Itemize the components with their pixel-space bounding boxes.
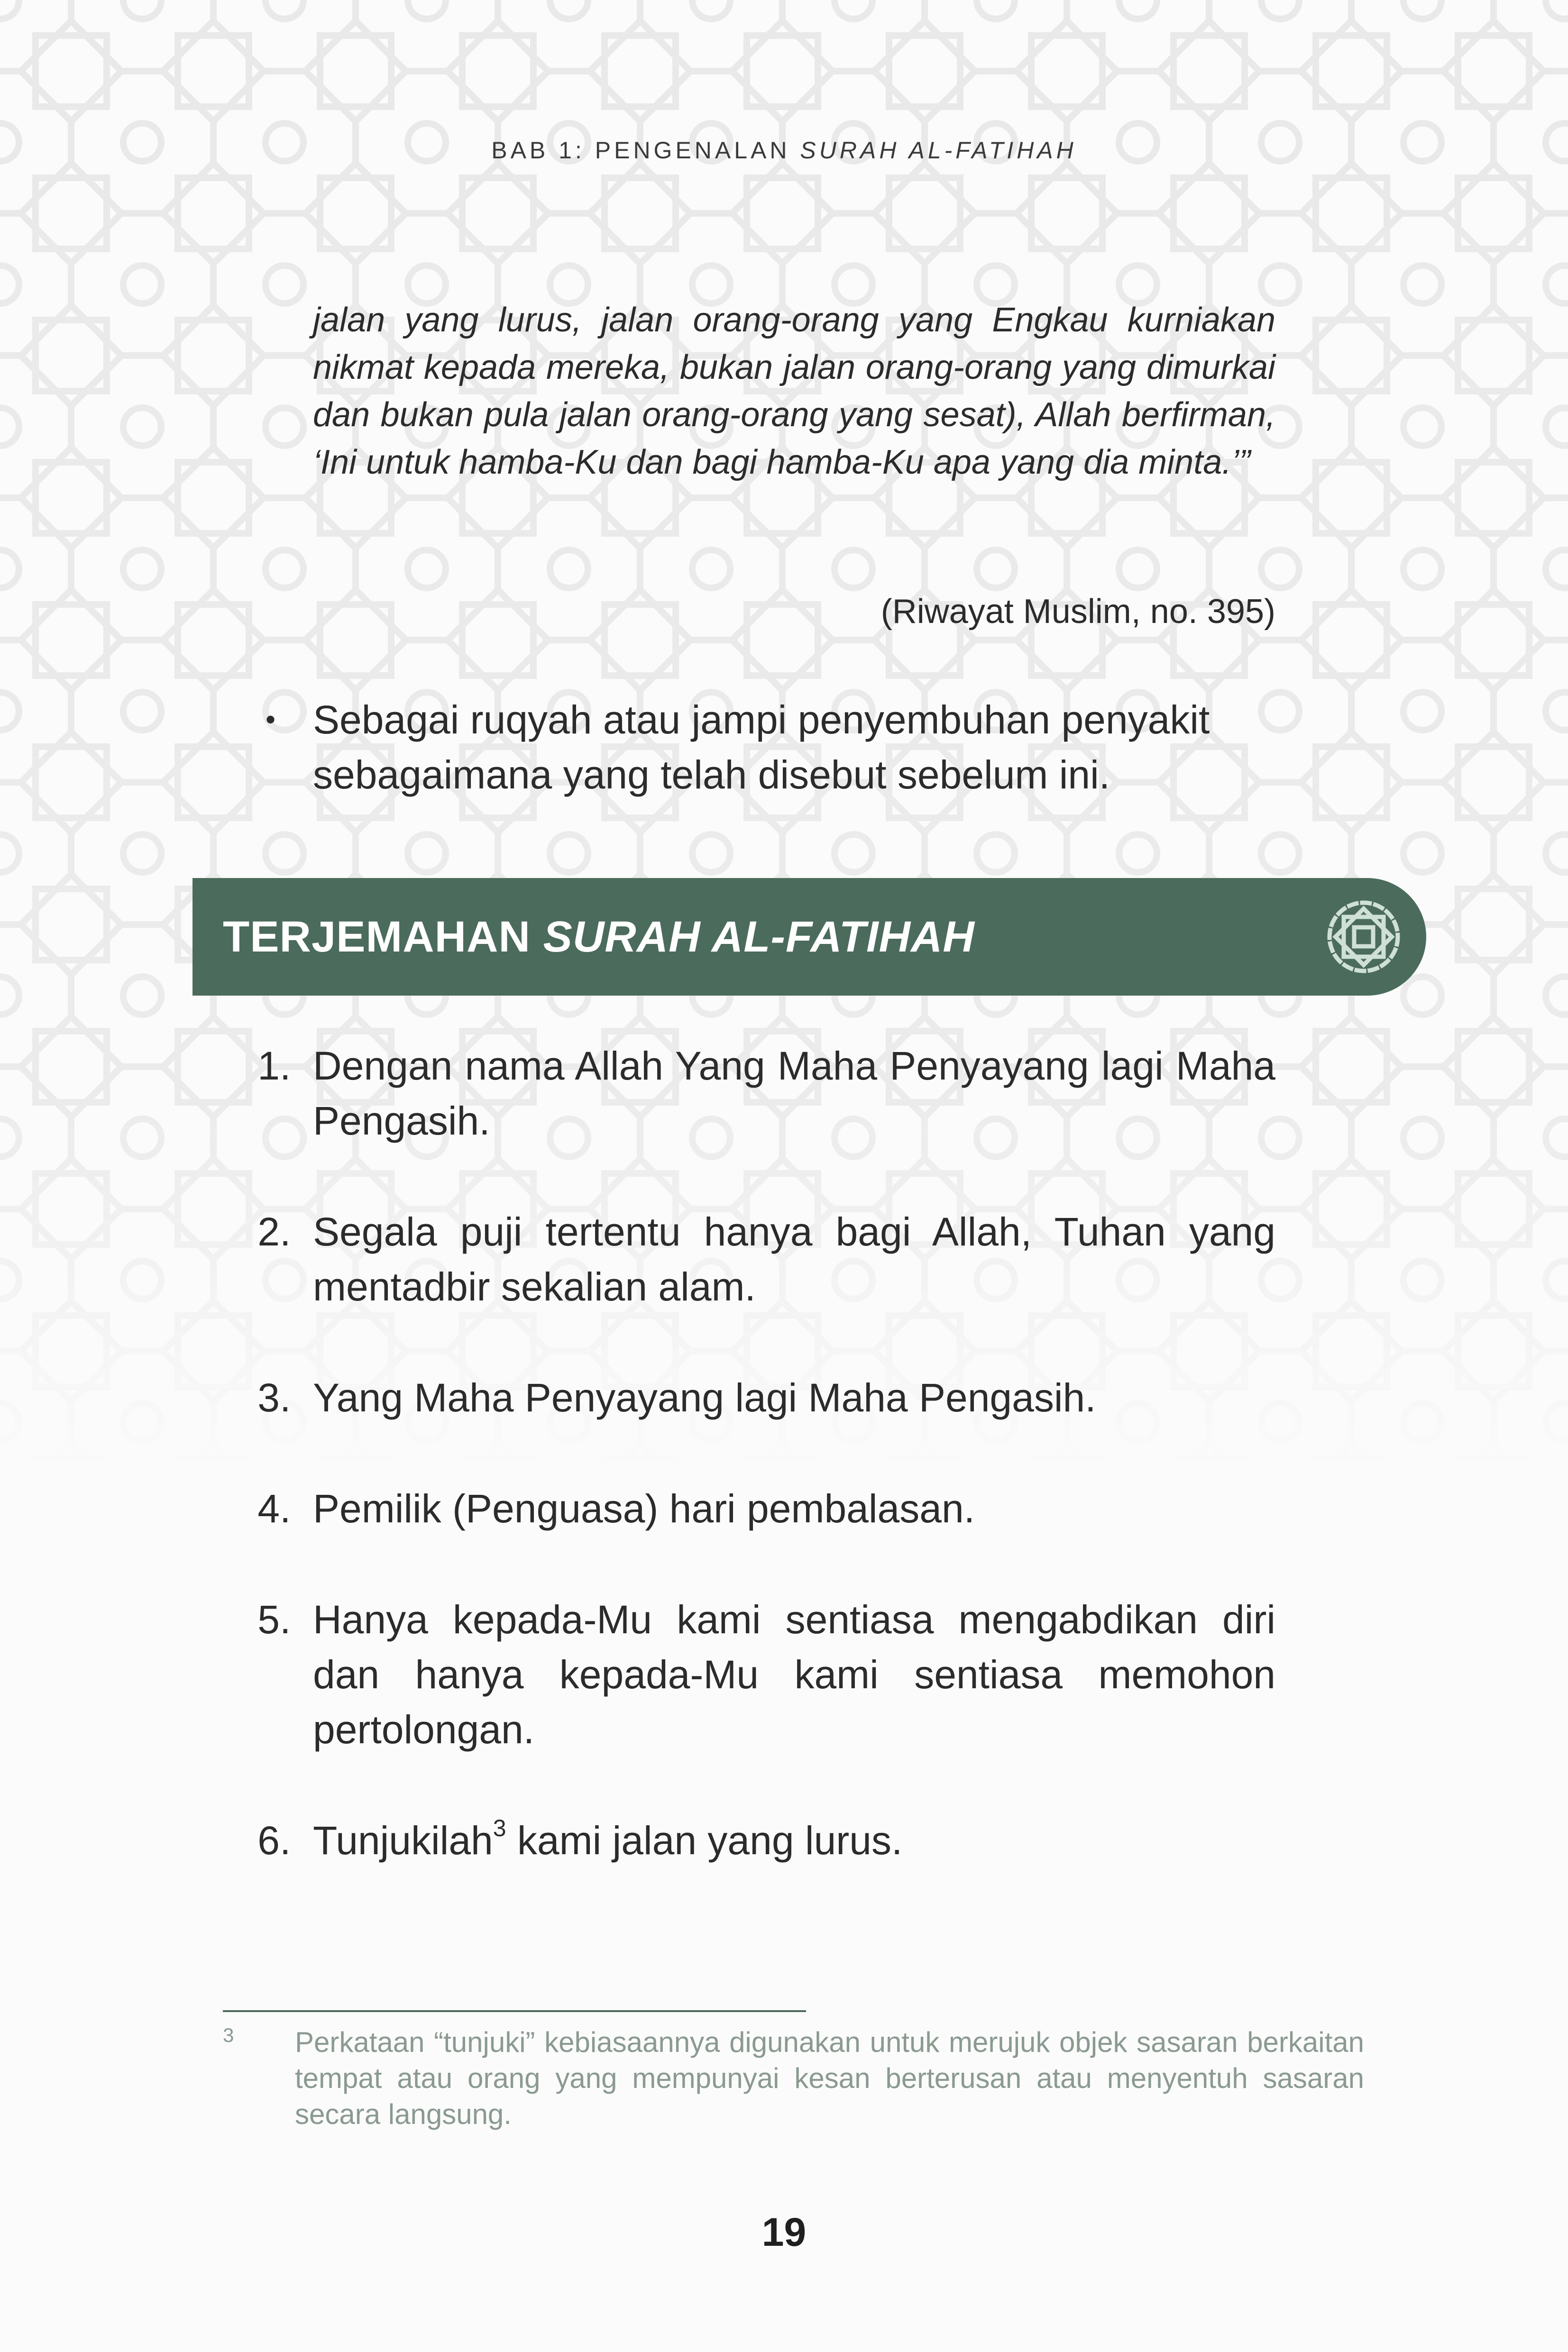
list-item-text: Segala puji tertentu hanya bagi Allah, Tuhan yang mentadbir sekalian alam. — [313, 1209, 1275, 1309]
footnote-text: Perkataan “tunjuki” kebiasaannya digunakan untuk merujuk objek sasaran berkaitan tempat atau orang yang mempunyai kesan berterusan atau menyentuh sasaran secara langsung. — [295, 2026, 1364, 2130]
running-header-prefix: BAB 1: PENGENALAN — [491, 137, 800, 164]
bullet-text: Sebagai ruqyah atau jampi penyembuhan penyakit sebagaimana yang telah disebut sebelum ini. — [313, 697, 1210, 797]
bullet-icon: • — [266, 704, 276, 735]
list-item-number: 1. — [257, 1043, 291, 1088]
translation-list — [237, 1038, 1275, 1924]
list-item-text-after: kami jalan yang lurus. — [506, 1818, 903, 1863]
section-title — [223, 878, 975, 996]
list-item-text — [313, 1813, 1275, 1868]
list-item — [237, 1370, 1275, 1425]
list-item — [237, 1038, 1275, 1148]
list-item-text: Dengan nama Allah Yang Maha Penyayang lagi Maha Pengasih. — [313, 1043, 1275, 1143]
footnote-mark: 3 — [223, 2024, 234, 2046]
list-item-number: 6. — [257, 1818, 291, 1863]
list-item-text: Hanya kepada-Mu kami sentiasa mengabdikan diri dan hanya kepada-Mu kami sentiasa memohon pertolongan. — [313, 1597, 1275, 1752]
list-item — [237, 1481, 1275, 1536]
list-item-text-before: Tunjukilah — [313, 1818, 493, 1863]
section-title-italic: SURAH AL-FATIHAH — [543, 913, 975, 961]
list-item-number: 2. — [257, 1209, 291, 1254]
list-item-number: 3. — [257, 1375, 291, 1420]
hadith-quote: jalan yang lurus, jalan orang-orang yang Engkau kurniakan nikmat kepada mereka, bukan jalan orang-orang yang dimurkai dan bukan pula jalan orang-orang yang sesat), Allah berfirman, ‘Ini untuk hamba-Ku dan bagi hamba-Ku apa yang dia minta.’” — [313, 301, 1275, 481]
footnote-divider — [223, 2010, 806, 2012]
list-item — [237, 1204, 1275, 1314]
list-item-number: 5. — [257, 1597, 291, 1642]
section-banner — [193, 878, 1426, 996]
running-header — [0, 134, 1568, 167]
hadith-source: (Riwayat Muslim, no. 395) — [880, 593, 1275, 631]
list-item — [237, 1592, 1275, 1757]
list-item-text: Yang Maha Penyayang lagi Maha Pengasih. — [313, 1375, 1096, 1420]
footnote-reference: 3 — [493, 1815, 506, 1841]
list-item — [237, 1813, 1275, 1868]
list-item-number: 4. — [257, 1486, 291, 1531]
page-number: 19 — [761, 2210, 807, 2254]
list-item-text: Pemilik (Penguasa) hari pembalasan. — [313, 1486, 975, 1531]
geometric-star-icon — [1321, 894, 1406, 979]
section-title-prefix: TERJEMAHAN — [223, 913, 543, 961]
running-header-italic: SURAH AL-FATIHAH — [800, 137, 1077, 164]
